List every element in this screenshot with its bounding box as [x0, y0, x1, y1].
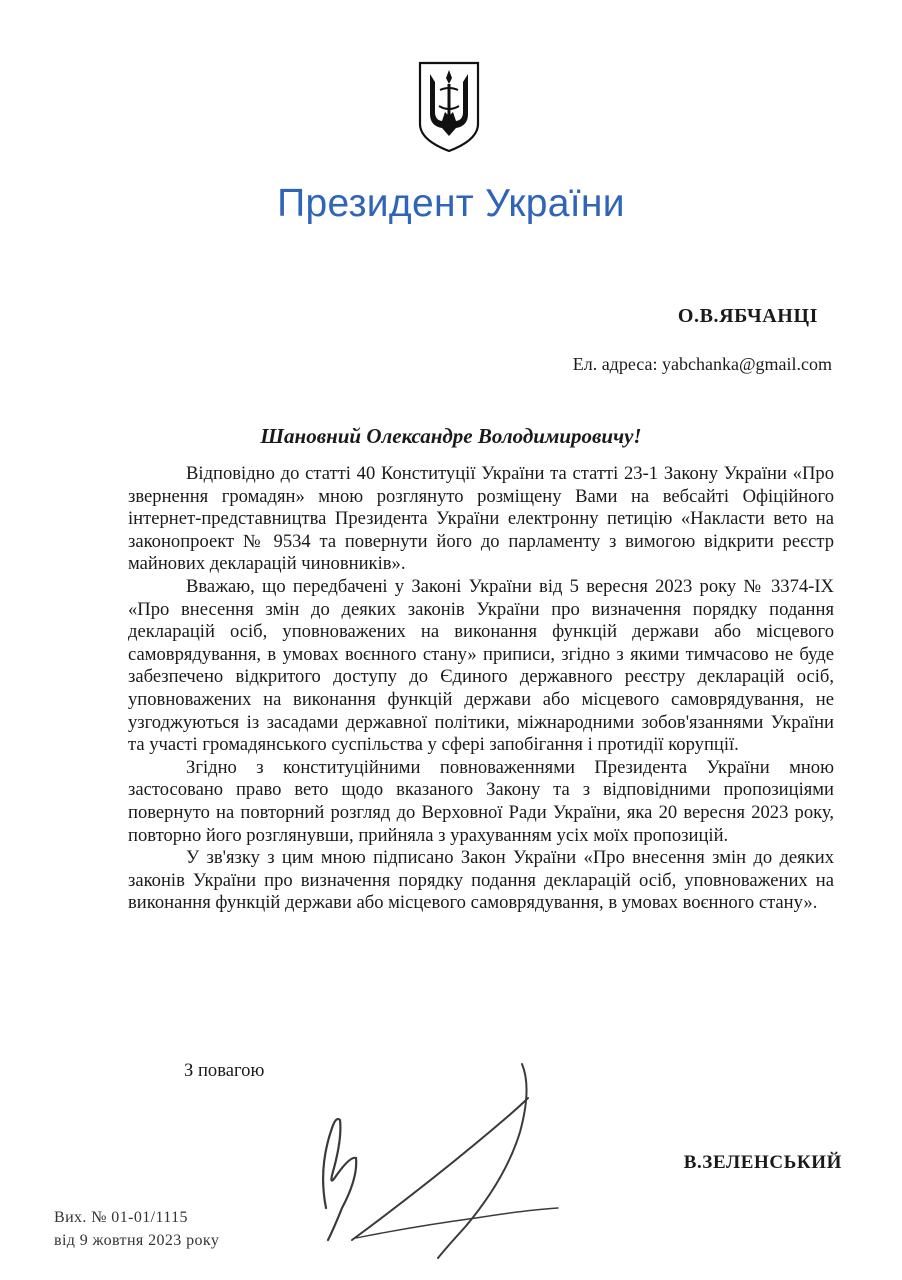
handwritten-signature: [296, 1058, 586, 1270]
tryzub-emblem-icon: [416, 60, 482, 154]
recipient-name: О.В.ЯБЧАНЦІ: [677, 305, 818, 327]
outgoing-date: від 9 жовтня 2023 року: [54, 1232, 220, 1249]
signer-name: В.ЗЕЛЕНСЬКИЙ: [683, 1152, 842, 1173]
salutation: Шановний Олександре Володимировичу!: [260, 424, 642, 448]
body-paragraph: Вважаю, що передбачені у Законі України від 5 вересня 2023 року № 3374-IX «Про внесення змін до деяких законів України про визначення порядку подання декларацій осіб, уповноважених на виконання функцій держави або місцевого самоврядування, в умовах воєнного стану» приписи, згідно з якими тимчасово не буде забезпечено відкритого доступу до Єдиного державного реєстру декларацій осіб, уповноважених на виконання функцій держави або місцевого самоврядування, не узгоджуються із засадами державної політики, міжнародними зобов'язаннями України та участі громадянського суспільства у сфері запобігання і протидії корупції.: [128, 575, 834, 756]
recipient-email: Ел. адреса: yabchanka@gmail.com: [572, 354, 832, 374]
body-paragraph: У зв'язку з цим мною підписано Закон України «Про внесення змін до деяких законів України про визначення порядку подання декларацій осіб, уповноважених на виконання функцій держави або місцевого самоврядування, в умовах воєнного стану».: [128, 847, 834, 914]
body-paragraph: Відповідно до статті 40 Конституції України та статті 23-1 Закону України «Про звернення громадян» мною розглянуто розміщену Вами на вебсайті Офіційного інтернет-представництва Президента України електронну петицію «Накласти вето на законопроект № 9534 та повернути його до парламенту з вимогою відкрити реєстр майнових декларацій чиновників».: [128, 463, 834, 575]
body-paragraph: Згідно з конституційними повноваженнями Президента України мною застосовано право вето щодо вказаного Закону та з відповідними пропозиціями повернуто на повторний розгляд до Верховної Ради України, яка 20 вересня 2023 року, повторно його розглянувши, прийняла з урахуванням усіх моїх пропозицій.: [128, 756, 834, 846]
letter-body: [128, 463, 834, 915]
header-title: Президент України: [277, 182, 625, 225]
outgoing-reference: [54, 1206, 219, 1252]
outgoing-number: Вих. № 01-01/1115: [54, 1209, 188, 1226]
closing: З повагою: [184, 1060, 265, 1081]
